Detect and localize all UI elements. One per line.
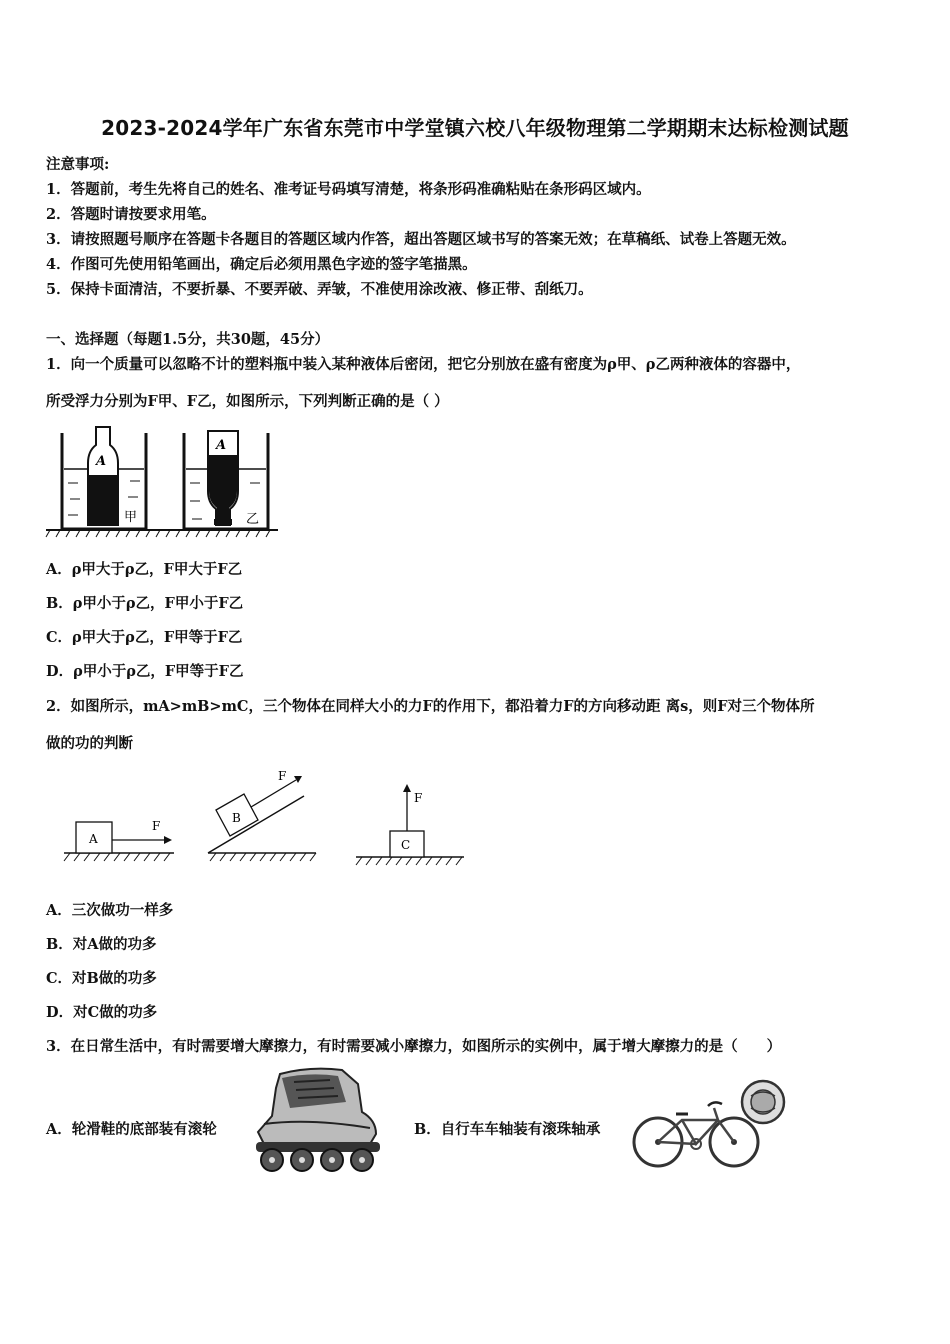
q1-option-d[interactable]: D．ρ甲小于ρ乙，F甲等于F乙 <box>46 663 244 680</box>
q2-stem-line1: 2．如图所示，mA>mB>mC，三个物体在同样大小的力F的作用下，都沿着力F的方向移动距 离s，则F对三个物体所 <box>46 698 815 715</box>
q2-stem-line2: 做的功的判断 <box>46 735 133 752</box>
q1-bottle-label: A <box>96 454 107 469</box>
q1-stem-line2: 所受浮力分别为F甲、F乙，如图所示，下列判断正确的是（ ） <box>46 393 449 410</box>
q1-label-yi: 乙 <box>246 512 260 527</box>
q2-force-label: F <box>414 791 423 805</box>
q1-option-a[interactable]: A．ρ甲大于ρ乙，F甲大于F乙 <box>46 561 243 578</box>
q1-stem-line1: 1．向一个质量可以忽略不计的塑料瓶中装入某种液体后密闭，把它分别放在盛有密度为ρ甲、ρ乙两种液体的容器中， <box>46 356 801 373</box>
q2-option-a[interactable]: A．三次做功一样多 <box>46 902 174 919</box>
notice-heading: 注意事项: <box>46 156 110 173</box>
q3-option-b[interactable]: B．自行车车轴装有滚珠轴承 <box>414 1121 601 1138</box>
q3-option-a[interactable]: A．轮滑鞋的底部装有滚轮 <box>46 1121 217 1138</box>
section-heading: 一、选择题（每题1.5分，共30题，45分） <box>46 331 330 348</box>
q2-force-label: F <box>152 819 161 833</box>
page-title: 2023-2024学年广东省东莞市中学堂镇六校八年级物理第二学期期末达标检测试题 <box>101 116 849 140</box>
q2-figure <box>58 766 478 876</box>
q1-label-jia: 甲 <box>124 510 138 525</box>
q2-block-a-label: A <box>89 832 98 846</box>
bicycle-image <box>630 1078 790 1176</box>
inline-skate-image <box>250 1062 385 1174</box>
q1-figure <box>44 425 284 545</box>
notice-item: 1．答题前，考生先将自己的姓名、准考证号码填写清楚，将条形码准确粘贴在条形码区域内。 <box>46 181 651 198</box>
notice-item: 4．作图可先使用铅笔画出，确定后必须用黑色字迹的签字笔描黑。 <box>46 256 477 273</box>
notice-item: 5．保持卡面清洁，不要折暴、不要弄破、弄皱，不准使用涂改液、修正带、刮纸刀。 <box>46 281 593 298</box>
notice-item: 2．答题时请按要求用笔。 <box>46 206 216 223</box>
q2-block-b-label: B <box>232 811 241 825</box>
q2-option-b[interactable]: B．对A做的功多 <box>46 936 157 953</box>
q1-bottle-label: A <box>216 438 227 453</box>
q2-block-c-label: C <box>401 838 411 852</box>
q2-force-label: F <box>278 769 287 783</box>
q1-option-c[interactable]: C．ρ甲大于ρ乙，F甲等于F乙 <box>46 629 243 646</box>
q1-option-b[interactable]: B．ρ甲小于ρ乙，F甲小于F乙 <box>46 595 244 612</box>
q2-option-d[interactable]: D．对C做的功多 <box>46 1004 158 1021</box>
notice-item: 3．请按照题号顺序在答题卡各题目的答题区域内作答，超出答题区域书写的答案无效；在草稿纸、试卷上答题无效。 <box>46 231 796 248</box>
q3-stem: 3．在日常生活中，有时需要增大摩擦力，有时需要减小摩擦力，如图所示的实例中，属于增大摩擦力的是（ ） <box>46 1038 782 1055</box>
q2-option-c[interactable]: C．对B做的功多 <box>46 970 157 987</box>
